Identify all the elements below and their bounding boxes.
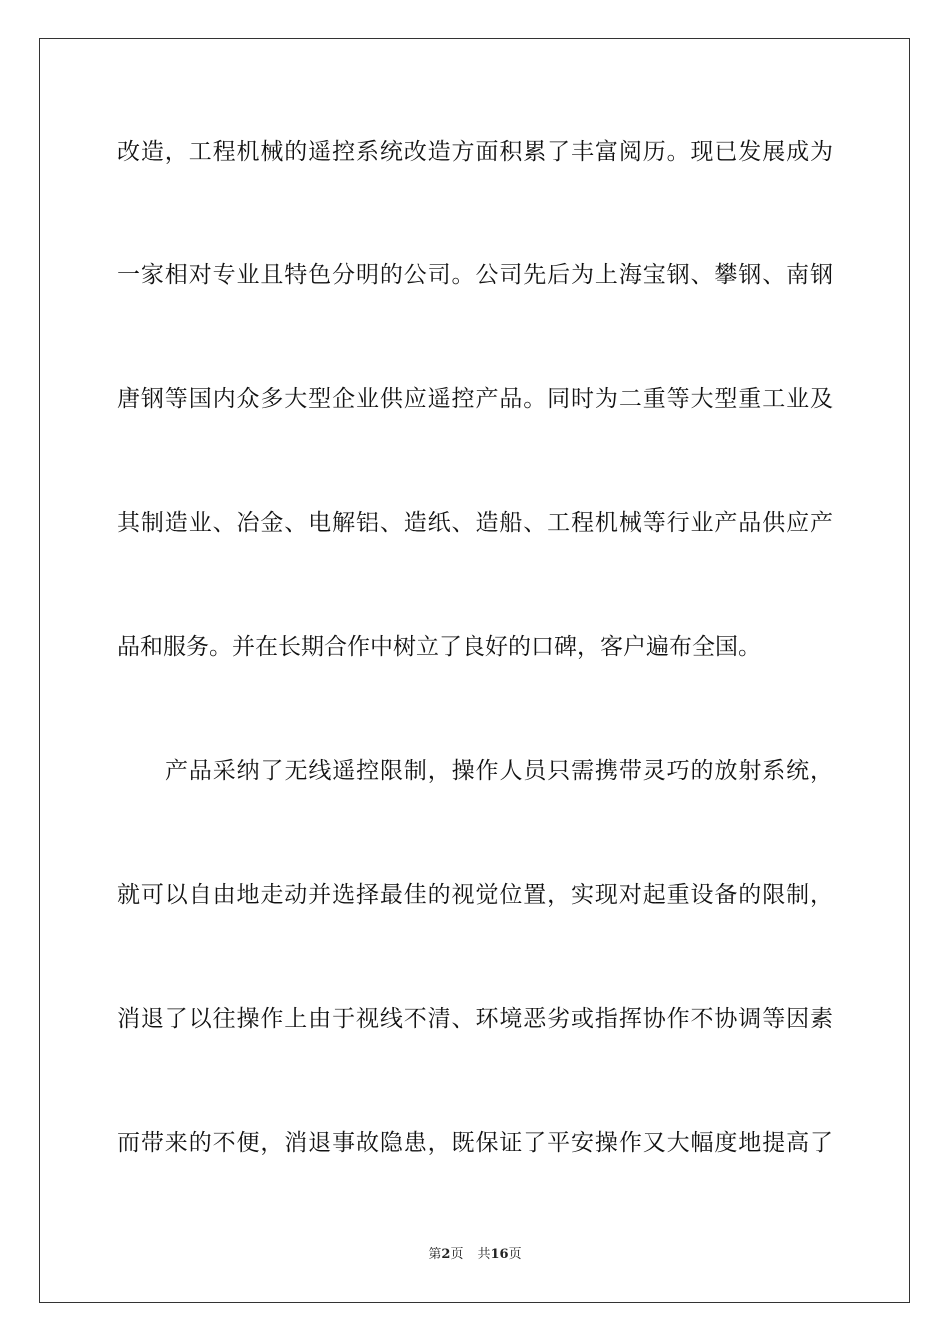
page-border	[39, 38, 910, 1303]
page-suffix: 页	[450, 1247, 464, 1262]
paragraph-1-line-4: 其制造业、冶金、电解铝、造纸、造船、工程机械等行业产品供应产	[117, 510, 833, 536]
paragraph-2-line-2: 就可以自由地走动并选择最佳的视觉位置，实现对起重设备的限制，	[117, 882, 833, 908]
paragraph-1-line-3: 唐钢等国内众多大型企业供应遥控产品。同时为二重等大型重工业及	[117, 386, 833, 412]
paragraph-1-line-5: 品和服务。并在长期合作中树立了良好的口碑，客户遍布全国。	[117, 634, 761, 660]
total-suffix: 页	[508, 1247, 522, 1262]
page-number: 2	[441, 1247, 451, 1262]
page-footer	[0, 1247, 950, 1263]
paragraph-1-line-1: 改造，工程机械的遥控系统改造方面积累了丰富阅历。现已发展成为	[117, 139, 833, 165]
paragraph-1-line-2: 一家相对专业且特色分明的公司。公司先后为上海宝钢、攀钢、南钢	[117, 262, 833, 288]
total-prefix: 共	[477, 1247, 491, 1262]
paragraph-2-line-4: 而带来的不便，消退事故隐患，既保证了平安操作又大幅度地提高了	[117, 1130, 833, 1156]
total-pages: 16	[490, 1247, 509, 1262]
page-prefix: 第	[428, 1247, 442, 1262]
paragraph-2-line-1: 产品采纳了无线遥控限制，操作人员只需携带灵巧的放射系统，	[165, 758, 833, 784]
paragraph-2-line-3: 消退了以往操作上由于视线不清、环境恶劣或指挥协作不协调等因素	[117, 1006, 833, 1032]
